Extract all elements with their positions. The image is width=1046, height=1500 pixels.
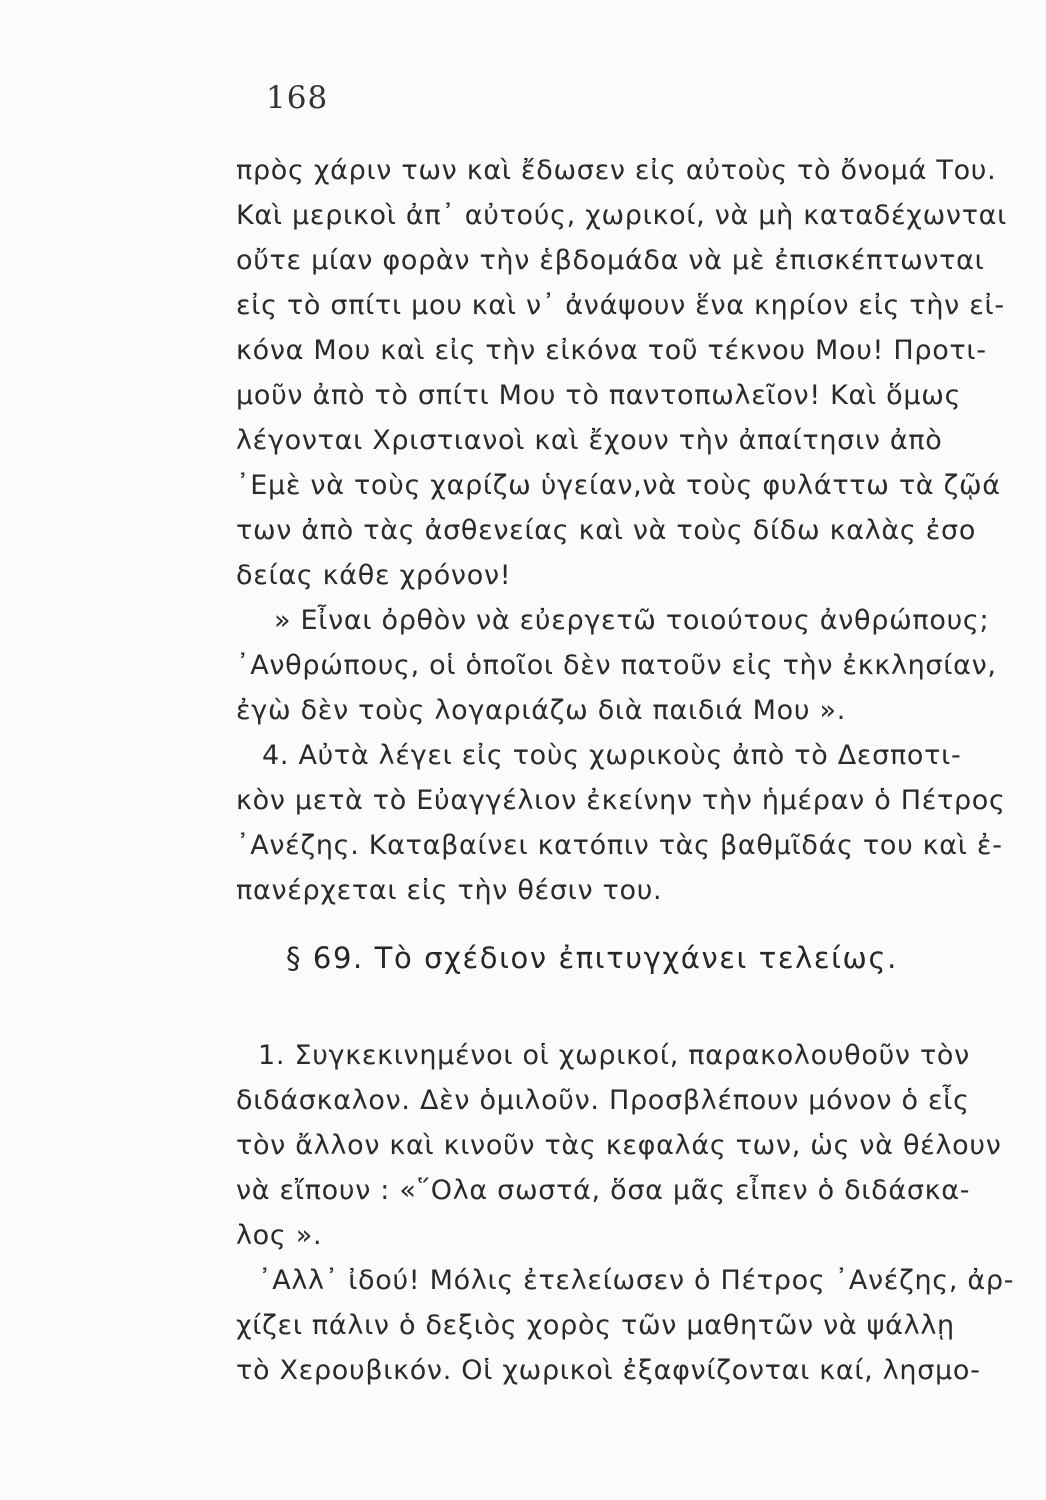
text-line: διδάσκαλον. Δὲν ὁμιλοῦν. Προσβλέπουν μόνον ὁ εἷς	[236, 1085, 970, 1116]
text-line: εἰς τὸ σπίτι μου καὶ ν᾽ ἀνάψουν ἕνα κηρίον εἰς τὴν εἰ-	[236, 290, 1005, 321]
page-number: 168	[266, 80, 329, 116]
text-line: ᾽Εμὲ νὰ τοὺς χαρίζω ὑγείαν,νὰ τοὺς φυλάττω τὰ ζῷά	[236, 470, 1001, 501]
text-line: 4. Αὐτὰ λέγει εἰς τοὺς χωρικοὺς ἀπὸ τὸ Δεσποτι-	[262, 740, 962, 771]
text-line: πρὸς χάριν των καὶ ἔδωσεν εἰς αὐτοὺς τὸ ὄνομά Του.	[236, 155, 997, 186]
text-line: τὸ Χερουβικόν. Οἱ χωρικοὶ ἐξαφνίζονται καί, λησμο-	[236, 1355, 981, 1386]
text-line: τὸν ἄλλον καὶ κινοῦν τὰς κεφαλάς των, ὡς νὰ θέλουν	[236, 1130, 1002, 1161]
text-line: 1. Συγκεκινημένοι οἱ χωρικοί, παρακολουθοῦν τὸν	[258, 1040, 970, 1071]
text-line: λέγονται Χριστιανοὶ καὶ ἔχουν τὴν ἀπαίτησιν ἀπὸ	[236, 425, 943, 456]
text-line: ᾽Ανθρώπους, οἱ ὁποῖοι δὲν πατοῦν εἰς τὴν ἐκκλησίαν,	[236, 650, 997, 681]
text-line: » Εἶναι ὀρθὸν νὰ εὐεργετῶ τοιούτους ἀνθρώπους;	[274, 605, 990, 636]
text-line: λος ».	[236, 1220, 323, 1251]
text-line: δείας κάθε χρόνον!	[236, 560, 512, 591]
text-line: νὰ εἴπουν : «῞Ολα σωστά, ὅσα μᾶς εἶπεν ὁ διδάσκα-	[236, 1175, 971, 1206]
section-heading: § 69. Τὸ σχέδιον ἐπιτυγχάνει τελείως.	[286, 941, 898, 975]
text-line: Καὶ μερικοὶ ἀπ᾽ αὐτούς, χωρικοί, νὰ μὴ καταδέχωνται	[236, 200, 1007, 231]
text-line: ᾽Αλλ᾽ ἰδού! Μόλις ἐτελείωσεν ὁ Πέτρος ᾽Ανέζης, ἀρ-	[258, 1265, 1015, 1296]
text-line: μοῦν ἀπὸ τὸ σπίτι Μου τὸ παντοπωλεῖον! Καὶ ὅμως	[236, 380, 962, 411]
text-line: ᾽Ανέζης. Καταβαίνει κατόπιν τὰς βαθμῖδάς του καὶ ἐ-	[236, 830, 1003, 861]
text-line: κόνα Μου καὶ εἰς τὴν εἰκόνα τοῦ τέκνου Μου! Προτι-	[236, 335, 987, 366]
text-line: κὸν μετὰ τὸ Εὐαγγέλιον ἐκείνην τὴν ἡμέραν ὁ Πέτρος	[236, 785, 1006, 816]
text-line: των ἀπὸ τὰς ἀσθενείας καὶ νὰ τοὺς δίδω καλὰς ἐσο	[236, 515, 977, 546]
text-line: πανέρχεται εἰς τὴν θέσιν του.	[236, 875, 663, 906]
text-line: χίζει πάλιν ὁ δεξιὸς χορὸς τῶν μαθητῶν νὰ ψάλλῃ	[236, 1310, 955, 1341]
text-line: ἐγὼ δὲν τοὺς λογαριάζω διὰ παιδιά Μου ».	[236, 695, 846, 726]
text-line: οὔτε μίαν φορὰν τὴν ἑβδομάδα νὰ μὲ ἐπισκέπτωνται	[236, 245, 985, 276]
